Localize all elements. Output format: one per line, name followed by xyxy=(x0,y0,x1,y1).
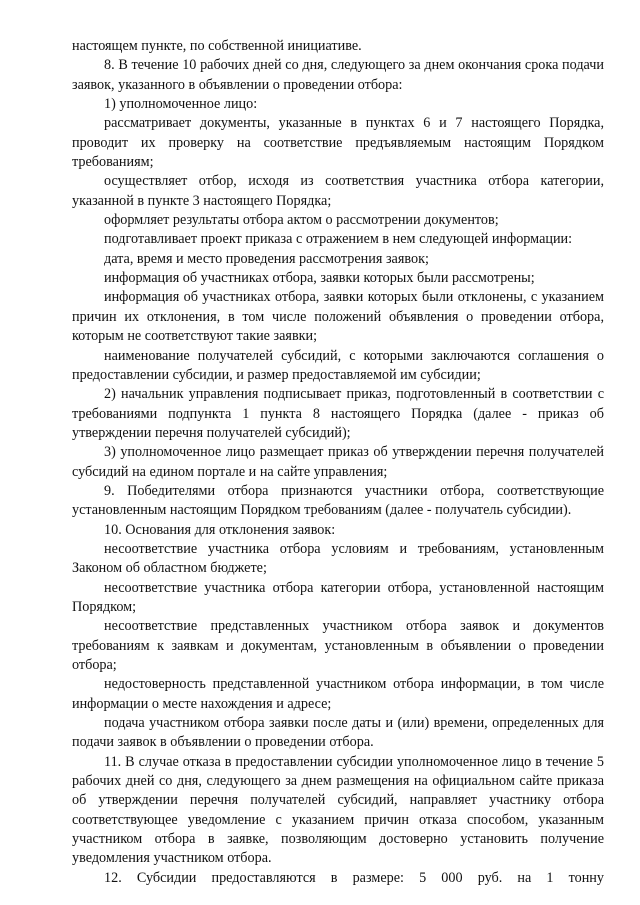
paragraph-10: информация об участниках отбора, заявки которых были отклонены, с указанием причин их отклонения, в том числе положений объявления о проведении отбора, которым не соответствуют такие заявки; xyxy=(72,289,604,345)
paragraph-3: 1) уполномоченное лицо: xyxy=(104,96,258,113)
paragraph-11: наименование получателей субсидий, с которыми заключаются соглашения о предоставлении субсидии, и размер предоставляемой им субсидии; xyxy=(72,347,604,383)
paragraph-17: несоответствие участника отбора категории отбора, установленной настоящим Порядком; xyxy=(72,579,604,615)
paragraph-19: недостоверность представленной участником отбора информации, в том числе информации о месте нахождения и адресе; xyxy=(72,676,604,712)
paragraph-20: подача участником отбора заявки после даты и (или) времени, определенных для подачи заявок в объявлении о проведении отбора. xyxy=(72,715,604,751)
paragraph-15: 10. Основания для отклонения заявок: xyxy=(104,521,336,538)
paragraph-1: настоящем пункте, по собственной инициативе. xyxy=(72,38,362,54)
paragraph-16: несоответствие участника отбора условиям и требованиям, установленным Законом об областном бюджете; xyxy=(72,540,604,577)
paragraph-9: информация об участниках отбора, заявки которых были рассмотрены; xyxy=(104,270,535,287)
paragraph-5: осуществляет отбор, исходя из соответствия участника отбора категории, указанной в пункте 3 настоящего Порядка; xyxy=(72,173,604,209)
paragraph-13: 3) уполномоченное лицо размещает приказ об утверждении перечня получателей субсидий на едином портале и на сайте управления; xyxy=(72,444,604,480)
paragraph-4: рассматривает документы, указанные в пунктах 6 и 7 настоящего Порядка, проводит их проверку на соответствие предъявляемым настоящим Порядком требованиям; xyxy=(72,115,604,171)
paragraph-8: дата, время и место проведения рассмотрения заявок; xyxy=(104,250,429,267)
paragraph-21: 11. В случае отказа в предоставлении субсидии уполномоченное лицо в течение 5 рабочих дней со дня, следующего за днем размещения на официальном сайте приказа об утверждении перечня получателей субсидий, направляет участнику отбора соответствующее уведомление с указанием причин отказа способом, указанным участником отбора в заявке, позволяющим достоверно установить получение уведомления участником отбора. xyxy=(72,753,604,867)
paragraph-22: 12. Субсидии предоставляются в размере: 5 000 руб. на 1 тонну xyxy=(104,869,604,886)
paragraph-2: 8. В течение 10 рабочих дней со дня, следующего за днем окончания срока подачи заявок, указанного в объявлении о проведении отбора: xyxy=(72,57,604,93)
paragraph-12: 2) начальник управления подписывает приказ, подготовленный в соответствии с требованиями подпункта 1 пункта 8 настоящего Порядка (далее - приказ об утверждении перечня получателей субсидий); xyxy=(72,386,604,441)
paragraph-18: несоответствие представленных участником отбора заявок и документов требованиям к заявкам и документам, установленным в объявлении о проведении отбора; xyxy=(72,618,604,673)
paragraph-6: оформляет результаты отбора актом о рассмотрении документов; xyxy=(104,212,499,229)
paragraph-7: подготавливает проект приказа с отражением в нем следующей информации: xyxy=(104,231,573,248)
paragraph-14: 9. Победителями отбора признаются участники отбора, соответствующие установленным настоящим Порядком требованиям (далее - получатель субсидии). xyxy=(72,482,604,519)
